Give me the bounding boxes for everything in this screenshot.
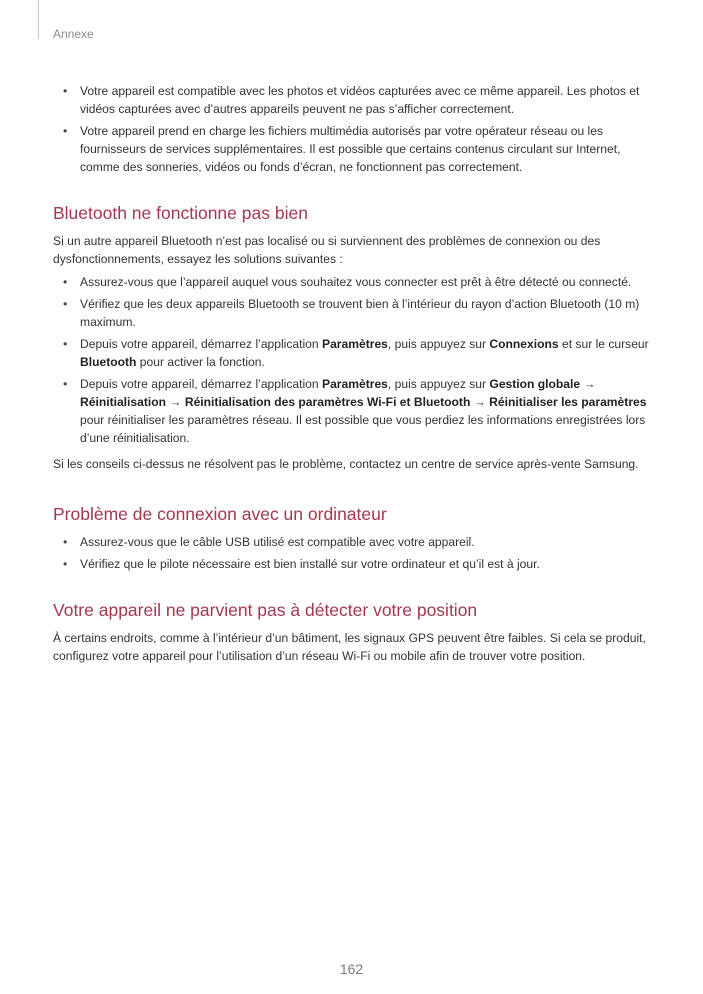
list-item: • Depuis votre appareil, démarrez l’application Paramètres, puis appuyez sur Gestion globale → Réinitialisation → Réinitialisation des paramètres Wi-Fi et Bluetooth → Réinitialiser les paramètres pour réinitialiser les paramètres réseau. Il est possible que vous perdiez les informations enregistrées lors d’une réinitialisation. <box>53 375 653 447</box>
connections-label: Connexions <box>489 337 559 351</box>
bluetooth-bullet-list <box>53 273 653 447</box>
location-heading: Votre appareil ne parvient pas à détecter votre position <box>53 600 478 620</box>
reset-label: Réinitialisation <box>80 395 167 409</box>
computer-heading: Problème de connexion avec un ordinateur <box>53 504 387 524</box>
page-content <box>53 82 653 665</box>
bluetooth-outro: Si les conseils ci-dessus ne résolvent pas le problème, contactez un centre de service après-vente Samsung. <box>53 457 639 471</box>
page-number: 162 <box>339 961 364 977</box>
intro-bullet-list <box>53 82 653 176</box>
reset-network-settings-label: Réinitialisation des paramètres Wi-Fi et Bluetooth <box>184 395 471 409</box>
location-body: À certains endroits, comme à l’intérieur d’un bâtiment, les signaux GPS peuvent être faibles. Si cela se produit, configurez votre appareil pour l’utilisation d’un réseau Wi-Fi ou mobile afin de trouver votre position. <box>53 631 646 663</box>
reset-settings-label: Réinitialiser les paramètres <box>489 395 647 409</box>
settings-app-label: Paramètres <box>322 337 388 351</box>
arrow-icon: → <box>580 377 596 391</box>
section-header: Annexe <box>53 27 94 41</box>
bluetooth-intro: Si un autre appareil Bluetooth n’est pas localisé ou si surviennent des problèmes de connexion ou des dysfonctionnements, essayez les solutions suivantes : <box>53 234 601 266</box>
list-item: • Depuis votre appareil, démarrez l’application Paramètres, puis appuyez sur Connexions et sur le curseur Bluetooth pour activer la fonction. <box>53 335 653 371</box>
settings-app-label: Paramètres <box>322 377 388 391</box>
arrow-icon: → <box>166 395 185 409</box>
general-management-label: Gestion globale <box>489 377 581 391</box>
header-rule <box>38 0 39 39</box>
computer-bullet-list <box>53 533 653 573</box>
list-item: • Vérifiez que les deux appareils Bluetooth se trouvent bien à l’intérieur du rayon d’action Bluetooth (10 m) maximum. <box>53 295 653 331</box>
bluetooth-heading: Bluetooth ne fonctionne pas bien <box>53 203 308 223</box>
list-item: • Votre appareil prend en charge les fichiers multimédia autorisés par votre opérateur réseau ou les fournisseurs de services supplémentaires. Il est possible que certains contenus circulant sur Internet, comme des sonneries, vidéos ou fonds d’écran, ne fonctionnent pas correctement. <box>53 122 653 176</box>
list-item: • Assurez-vous que le câble USB utilisé est compatible avec votre appareil. <box>53 533 653 551</box>
arrow-icon: → <box>470 395 490 409</box>
bluetooth-switch-label: Bluetooth <box>80 355 137 369</box>
list-item: • Vérifiez que le pilote nécessaire est bien installé sur votre ordinateur et qu’il est à jour. <box>53 555 653 573</box>
list-item: • Assurez-vous que l’appareil auquel vous souhaitez vous connecter est prêt à être détecté ou connecté. <box>53 273 653 291</box>
list-item: • Votre appareil est compatible avec les photos et vidéos capturées avec ce même appareil. Les photos et vidéos capturées avec d’autres appareils peuvent ne pas s’afficher correctement. <box>53 82 653 118</box>
